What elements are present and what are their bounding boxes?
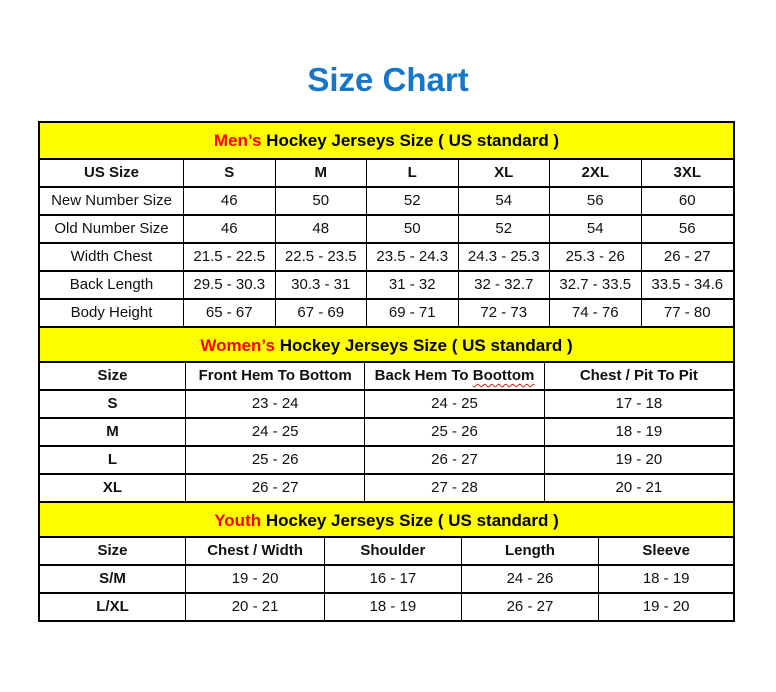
table-value-cell: 56 xyxy=(678,220,696,237)
table-value-cell: 77 - 80 xyxy=(663,304,711,321)
column-header-cell: S xyxy=(184,160,276,186)
column-header-cell: Chest / Pit To Pit xyxy=(579,367,698,384)
column-header-text: Back Hem To xyxy=(374,367,473,384)
table-row xyxy=(40,447,733,475)
table-value-cell: 48 xyxy=(276,216,368,242)
table-value-cell: 17 - 18 xyxy=(615,395,663,412)
table-value-cell: 25.3 - 26 xyxy=(550,244,642,270)
table-value-cell: 54 xyxy=(550,216,642,242)
column-header-cell xyxy=(365,363,544,389)
size-chart-tables xyxy=(38,121,735,622)
table-value-cell: 72 - 73 xyxy=(459,300,551,326)
column-header-cell: Sleeve xyxy=(642,542,690,559)
row-label-cell: S xyxy=(40,391,186,417)
table-value-cell: 19 - 20 xyxy=(186,566,325,592)
table-value-cell: 20 - 21 xyxy=(615,479,663,496)
table-value-cell: 65 - 67 xyxy=(184,300,276,326)
table-value-cell: 60 xyxy=(678,192,696,209)
table-value-cell: 18 - 19 xyxy=(325,594,461,620)
table-row xyxy=(40,244,733,272)
table-value-cell: 32.7 - 33.5 xyxy=(550,272,642,298)
row-label-cell: XL xyxy=(40,475,186,501)
table-value-cell: 31 - 32 xyxy=(367,272,459,298)
column-header-cell: Size xyxy=(40,538,186,564)
table-row xyxy=(40,594,733,620)
table-value-cell: 46 xyxy=(184,188,276,214)
table-value-cell: 24 - 25 xyxy=(186,419,365,445)
row-label-cell: Back Length xyxy=(40,272,184,298)
table-value-cell: 26 - 27 xyxy=(663,248,711,265)
table-value-cell: 50 xyxy=(367,216,459,242)
column-header-cell: L xyxy=(367,160,459,186)
row-label-cell: L/XL xyxy=(40,594,186,620)
table-value-cell: 22.5 - 23.5 xyxy=(276,244,368,270)
column-header-cell: 2XL xyxy=(550,160,642,186)
table-value-cell: 21.5 - 22.5 xyxy=(184,244,276,270)
table-value-cell: 18 - 19 xyxy=(642,570,690,587)
table-value-cell: 25 - 26 xyxy=(365,419,544,445)
table-header-row xyxy=(40,160,733,188)
table-value-cell: 46 xyxy=(184,216,276,242)
table-value-cell: 25 - 26 xyxy=(186,447,365,473)
column-header-cell: 3XL xyxy=(673,164,701,181)
youth-section-band xyxy=(40,501,733,538)
table-value-cell: 26 - 27 xyxy=(186,475,365,501)
row-label-cell: Old Number Size xyxy=(40,216,184,242)
table-row xyxy=(40,475,733,501)
mens-section-band xyxy=(40,123,733,160)
table-value-cell: 23.5 - 24.3 xyxy=(367,244,459,270)
column-header-cell: M xyxy=(276,160,368,186)
table-value-cell: 30.3 - 31 xyxy=(276,272,368,298)
misspelled-word-wavy-underline: Boottom xyxy=(472,367,535,384)
table-value-cell: 50 xyxy=(276,188,368,214)
table-value-cell: 26 - 27 xyxy=(365,447,544,473)
table-value-cell: 23 - 24 xyxy=(186,391,365,417)
youth-size-table xyxy=(40,538,733,620)
table-row xyxy=(40,566,733,594)
table-value-cell: 27 - 28 xyxy=(365,475,544,501)
row-label-cell: M xyxy=(40,419,186,445)
table-value-cell: 20 - 21 xyxy=(186,594,325,620)
table-value-cell: 19 - 20 xyxy=(615,451,663,468)
table-value-cell: 56 xyxy=(550,188,642,214)
table-row xyxy=(40,272,733,300)
column-header-cell: Chest / Width xyxy=(186,538,325,564)
table-value-cell: 19 - 20 xyxy=(642,598,690,615)
table-row xyxy=(40,216,733,244)
table-value-cell: 54 xyxy=(459,188,551,214)
table-value-cell: 32 - 32.7 xyxy=(459,272,551,298)
row-label-cell: L xyxy=(40,447,186,473)
column-header-cell: XL xyxy=(459,160,551,186)
table-value-cell: 29.5 - 30.3 xyxy=(184,272,276,298)
table-value-cell: 52 xyxy=(367,188,459,214)
page-title: Size Chart xyxy=(307,61,469,98)
youth-band-text: Hockey Jerseys Size ( US standard ) xyxy=(261,511,559,530)
row-label-cell: Width Chest xyxy=(40,244,184,270)
table-value-cell: 24 - 26 xyxy=(462,566,600,592)
table-value-cell: 33.5 - 34.6 xyxy=(651,276,724,293)
table-value-cell: 52 xyxy=(459,216,551,242)
table-value-cell: 16 - 17 xyxy=(325,566,461,592)
table-value-cell: 18 - 19 xyxy=(615,423,663,440)
mens-band-highlight: Men’s xyxy=(213,131,262,150)
womens-band-text: Hockey Jerseys Size ( US standard ) xyxy=(274,336,573,355)
table-header-row xyxy=(40,363,733,391)
table-value-cell: 74 - 76 xyxy=(550,300,642,326)
table-value-cell: 67 - 69 xyxy=(276,300,368,326)
column-header-cell: US Size xyxy=(40,160,184,186)
table-value-cell: 26 - 27 xyxy=(462,594,600,620)
table-row xyxy=(40,419,733,447)
womens-size-table xyxy=(40,363,733,501)
column-header-cell: Front Hem To Bottom xyxy=(186,363,365,389)
table-row xyxy=(40,391,733,419)
womens-section-band xyxy=(40,326,733,363)
table-value-cell: 24 - 25 xyxy=(365,391,544,417)
youth-band-highlight: Youth xyxy=(214,511,262,530)
table-value-cell: 69 - 71 xyxy=(367,300,459,326)
mens-band-text: Hockey Jerseys Size ( US standard ) xyxy=(261,131,560,150)
womens-band-highlight: Women’s xyxy=(200,336,275,355)
table-row xyxy=(40,188,733,216)
row-label-cell: S/M xyxy=(40,566,186,592)
column-header-cell: Size xyxy=(40,363,186,389)
column-header-cell: Shoulder xyxy=(325,538,461,564)
column-header-cell: Length xyxy=(462,538,600,564)
table-row xyxy=(40,300,733,326)
row-label-cell: New Number Size xyxy=(40,188,184,214)
table-header-row xyxy=(40,538,733,566)
table-value-cell: 24.3 - 25.3 xyxy=(459,244,551,270)
row-label-cell: Body Height xyxy=(40,300,184,326)
mens-size-table xyxy=(40,160,733,326)
